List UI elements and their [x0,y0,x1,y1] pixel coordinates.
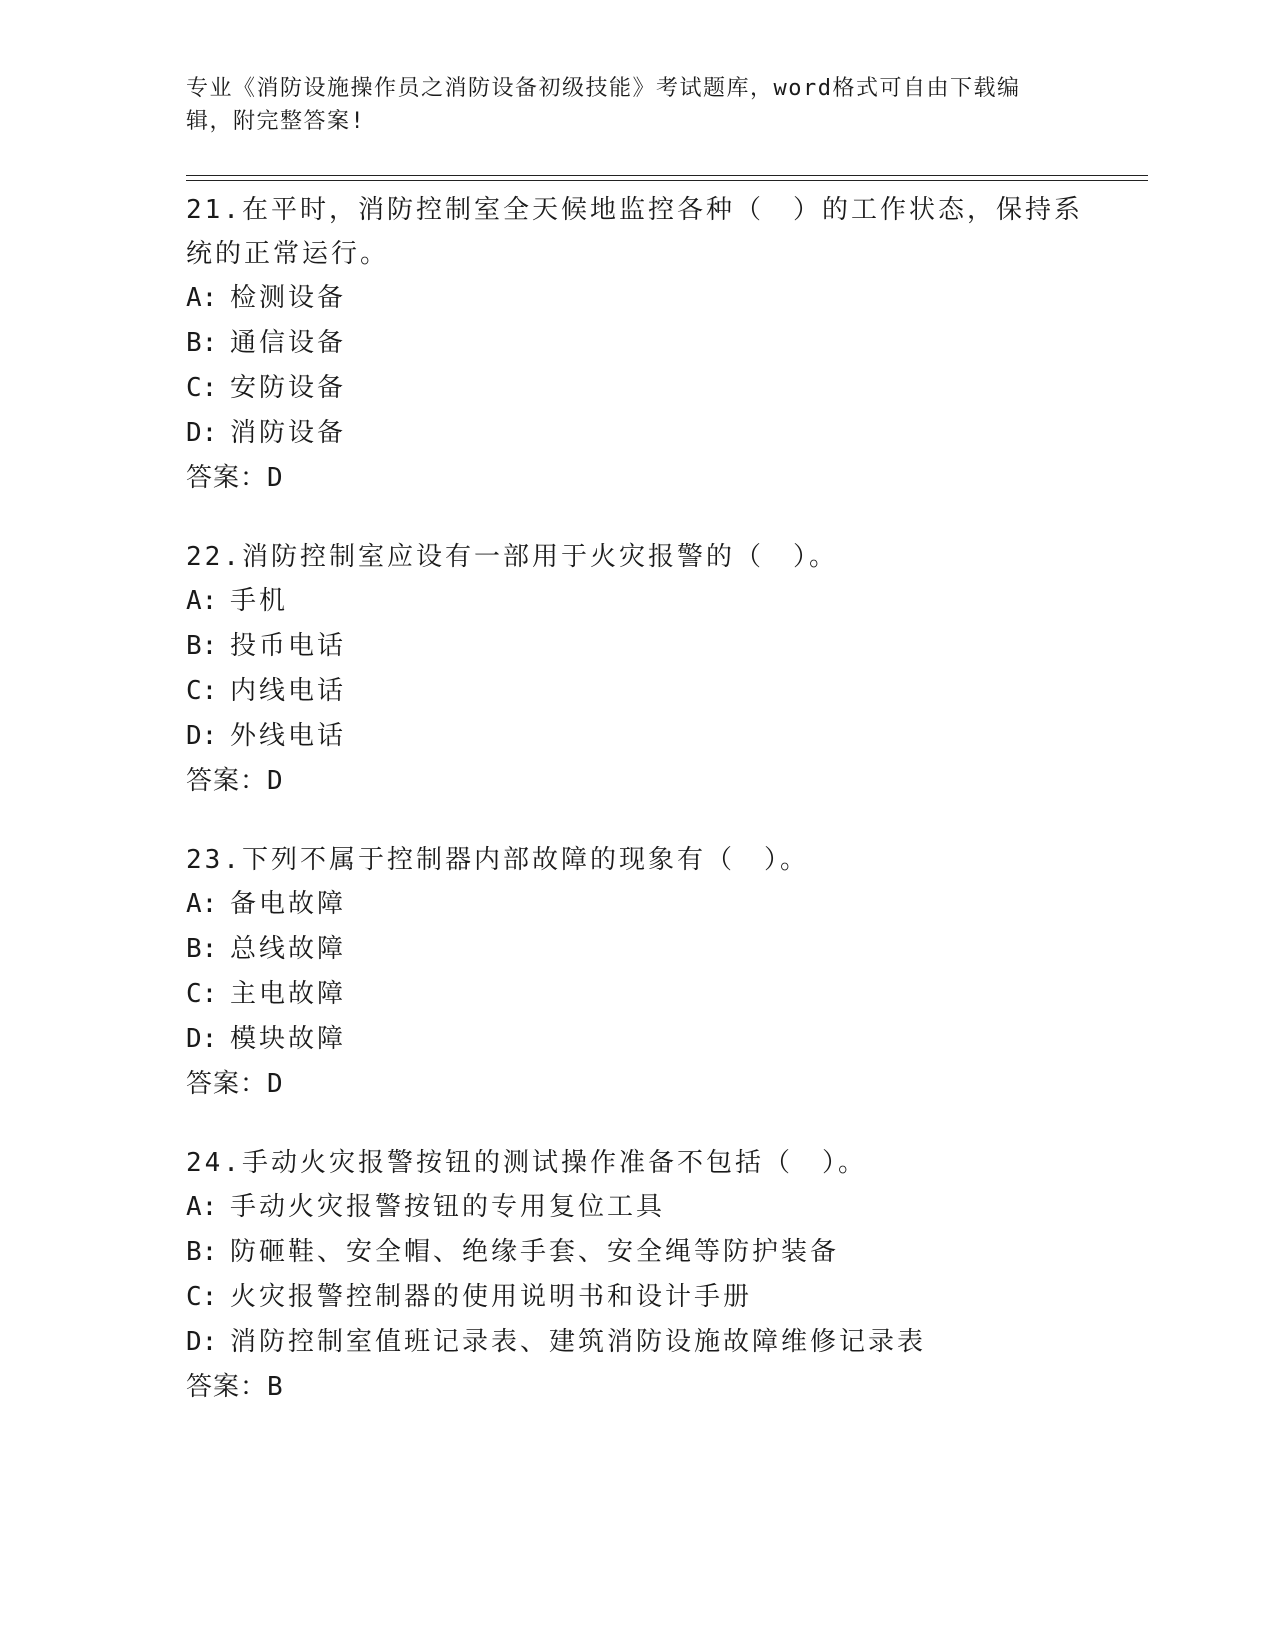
option-letter: C: [186,1282,218,1312]
option-c [186,972,1086,1017]
question-24 [186,1141,1086,1410]
header-divider-bottom [186,180,1148,181]
question-stem: 24.手动火灾报警按钮的测试操作准备不包括（ ）。 [186,1148,867,1178]
answer-line: 答案：B [186,1372,284,1402]
answer-line: 答案：D [186,766,284,796]
option-text: 总线故障 [230,934,347,964]
question-stem: 22.消防控制室应设有一部用于火灾报警的（ ）。 [186,542,838,572]
option-d [186,714,1086,759]
option-letter: A: [186,889,218,919]
option-a [186,882,1086,927]
option-b [186,927,1086,972]
question-stem: 23.下列不属于控制器内部故障的现象有（ ）。 [186,845,809,875]
option-a [186,579,1086,624]
option-text: 消防设备 [230,418,347,448]
option-d [186,1017,1086,1062]
option-letter: B: [186,631,218,661]
option-text: 内线电话 [230,676,347,706]
option-text: 检测设备 [230,283,347,313]
answer-line: 答案：D [186,463,284,493]
option-a [186,276,1086,321]
option-text: 手动火灾报警按钮的专用复位工具 [230,1192,666,1222]
option-text: 手机 [230,586,289,616]
option-text: 火灾报警控制器的使用说明书和设计手册 [230,1282,753,1312]
option-letter: A: [186,586,218,616]
header-divider-top [186,175,1148,176]
answer-line: 答案：D [186,1069,284,1099]
option-a [186,1185,1086,1230]
option-text: 通信设备 [230,328,347,358]
option-letter: A: [186,1192,218,1222]
option-letter: B: [186,1237,218,1267]
option-text: 备电故障 [230,889,347,919]
option-letter: C: [186,979,218,1009]
option-letter: A: [186,283,218,313]
option-text: 模块故障 [230,1024,347,1054]
option-letter: C: [186,373,218,403]
option-letter: C: [186,676,218,706]
option-c [186,1275,1086,1320]
option-c [186,669,1086,714]
option-letter: D: [186,721,218,751]
question-21 [186,188,1086,501]
question-list [186,188,1086,1444]
option-d [186,1320,1086,1365]
option-text: 消防控制室值班记录表、建筑消防设施故障维修记录表 [230,1327,927,1357]
option-b [186,321,1086,366]
option-letter: B: [186,934,218,964]
option-text: 主电故障 [230,979,347,1009]
question-23 [186,838,1086,1107]
option-letter: B: [186,328,218,358]
option-text: 外线电话 [230,721,347,751]
question-22 [186,535,1086,804]
option-letter: D: [186,418,218,448]
option-text: 防砸鞋、安全帽、绝缘手套、安全绳等防护装备 [230,1237,840,1267]
option-letter: D: [186,1327,218,1357]
option-c [186,366,1086,411]
option-text: 投币电话 [230,631,347,661]
question-stem: 21.在平时，消防控制室全天候地监控各种（ ）的工作状态，保持系统的正常运行。 [186,195,1083,269]
option-b [186,624,1086,669]
option-d [186,411,1086,456]
option-text: 安防设备 [230,373,347,403]
document-intro: 专业《消防设施操作员之消防设备初级技能》考试题库，word格式可自由下载编辑，附完整答案! [186,76,1021,134]
option-letter: D: [186,1024,218,1054]
option-b [186,1230,1086,1275]
